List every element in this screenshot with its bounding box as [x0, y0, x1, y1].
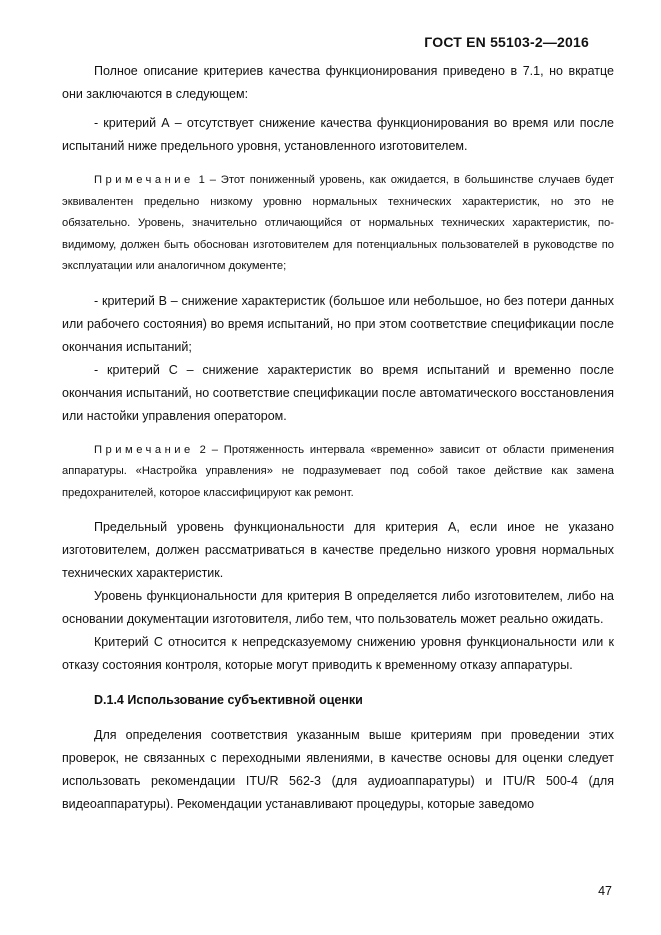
note-1-text: 1 – Этот пониженный уровень, как ожидается, в большинстве случаев будет эквивалентен предельно низкому уровню нормальных технических характеристик, но это не обязательно. Уровень, значительно отличающийся от нормальных технических характеристик, по-видимому, должен быть обоснован изготовителем для потенциальных пользователей в руководстве по эксплуатации или аналогичном документе; — [62, 174, 614, 272]
section-heading: D.1.4 Использование субъективной оценки — [94, 693, 363, 707]
note-2 — [62, 440, 614, 505]
note-2-text: 2 – Протяженность интервала «временно» зависит от области применения аппаратуры. «Настройка управления» не подразумевает под собой такое действие как замена предохранителей, которое классифицируют как ремонт. — [62, 443, 614, 499]
paragraph-criterion-c: Критерий С относится к непредсказуемому снижению уровня функциональности или к отказу состояния контроля, которые могут приводить к временному отказу аппаратуры. — [62, 635, 614, 672]
page-content — [62, 60, 614, 816]
note-2-label: Примечание — [94, 443, 194, 456]
paragraph-intro: Полное описание критериев качества функционирования приведено в 7.1, но вкратце они заключаются в следующем: — [62, 64, 614, 101]
criterion-a: - критерий А – отсутствует снижение качества функционирования во время или после испытаний ниже предельного уровня, установленного изготовителем. — [62, 116, 614, 153]
paragraph-limit-a: Предельный уровень функциональности для критерия А, если иное не указано изготовителем, должен рассматриваться в качестве предельно низкого уровня нормальных технических характеристик. — [62, 520, 614, 580]
standard-header: ГОСТ EN 55103-2—2016 — [424, 34, 589, 50]
criterion-b: - критерий В – снижение характеристик (большое или небольшое, но без потери данных или рабочего состояния) во время испытаний, но при этом соответствие спецификации после окончания испытаний; — [62, 293, 614, 354]
criterion-c: - критерий С – снижение характеристик во время испытаний и временно после окончания испытаний, но соответствие спецификации после автоматического восстановления или настойки управления оператором. — [62, 362, 614, 423]
page-number: 47 — [598, 884, 612, 898]
note-1-label: Примечание — [94, 174, 194, 186]
paragraph-subjective: Для определения соответствия указанным выше критериям при проведении этих проверок, не связанных с переходными явлениями, в качестве основы для оценки следует использовать рекомендации ITU/R 562-3 (для аудиоаппаратуры) и ITU/R 500-4 (для видеоаппаратуры). Рекомендации устанавливают процедуры, которые заведомо — [62, 728, 614, 811]
note-1 — [62, 170, 614, 278]
paragraph-level-b: Уровень функциональности для критерия В определяется либо изготовителем, либо на основании документации изготовителя, либо тем, что пользователь может реально ожидать. — [62, 589, 614, 626]
